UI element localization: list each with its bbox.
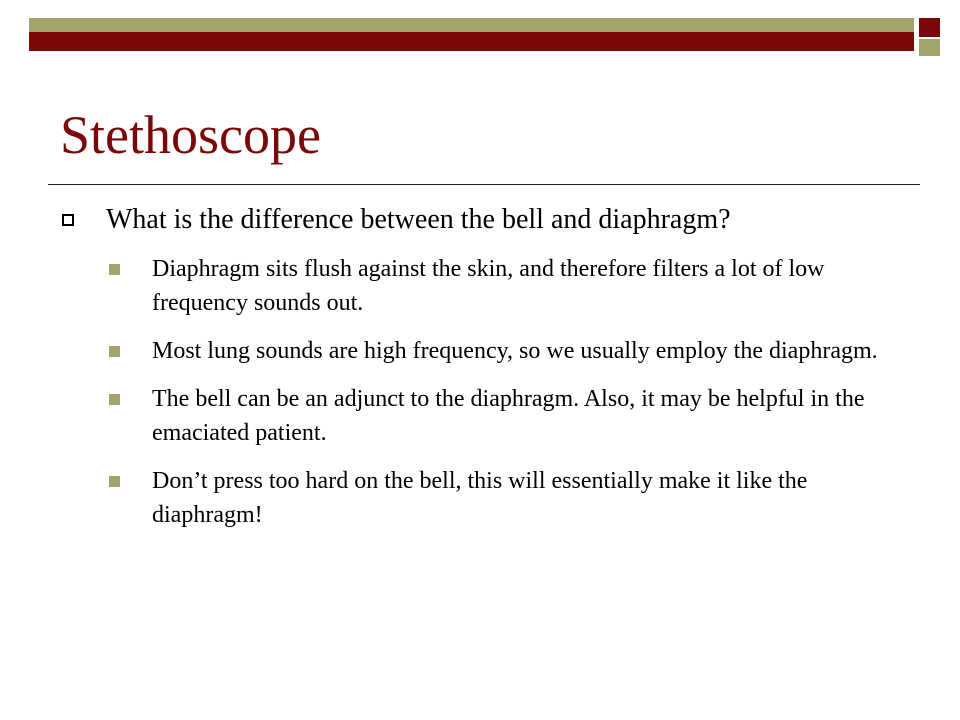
main-bullet-text: What is the difference between the bell and diaphragm? bbox=[106, 204, 731, 235]
filled-square-bullet-icon bbox=[109, 394, 120, 405]
olive-corner-square bbox=[919, 39, 940, 56]
main-bullet bbox=[106, 200, 866, 240]
header-decoration bbox=[0, 0, 960, 80]
title-divider bbox=[48, 184, 920, 185]
filled-square-bullet-icon bbox=[109, 346, 120, 357]
sub-bullet-text: The bell can be an adjunct to the diaphragm. Also, it may be helpful in the emaciated patient. bbox=[152, 386, 865, 446]
olive-header-bar bbox=[29, 18, 914, 32]
sub-bullet-list bbox=[0, 252, 960, 532]
sub-bullet-text: Most lung sounds are high frequency, so we usually employ the diaphragm. bbox=[152, 338, 878, 364]
filled-square-bullet-icon bbox=[109, 476, 120, 487]
sub-bullet-text: Diaphragm sits flush against the skin, and therefore filters a lot of low frequency sounds out. bbox=[152, 256, 825, 316]
sub-bullet bbox=[152, 252, 902, 320]
sub-bullet-text: Don’t press too hard on the bell, this will essentially make it like the diaphragm! bbox=[152, 468, 808, 528]
sub-bullet bbox=[152, 334, 902, 368]
slide-body bbox=[0, 200, 960, 546]
hollow-square-bullet-icon bbox=[62, 214, 74, 226]
sub-bullet bbox=[152, 382, 902, 450]
sub-bullet bbox=[152, 464, 902, 532]
filled-square-bullet-icon bbox=[109, 264, 120, 275]
maroon-header-bar bbox=[29, 32, 914, 51]
maroon-corner-square bbox=[919, 18, 940, 37]
slide-title: Stethoscope bbox=[60, 105, 321, 165]
